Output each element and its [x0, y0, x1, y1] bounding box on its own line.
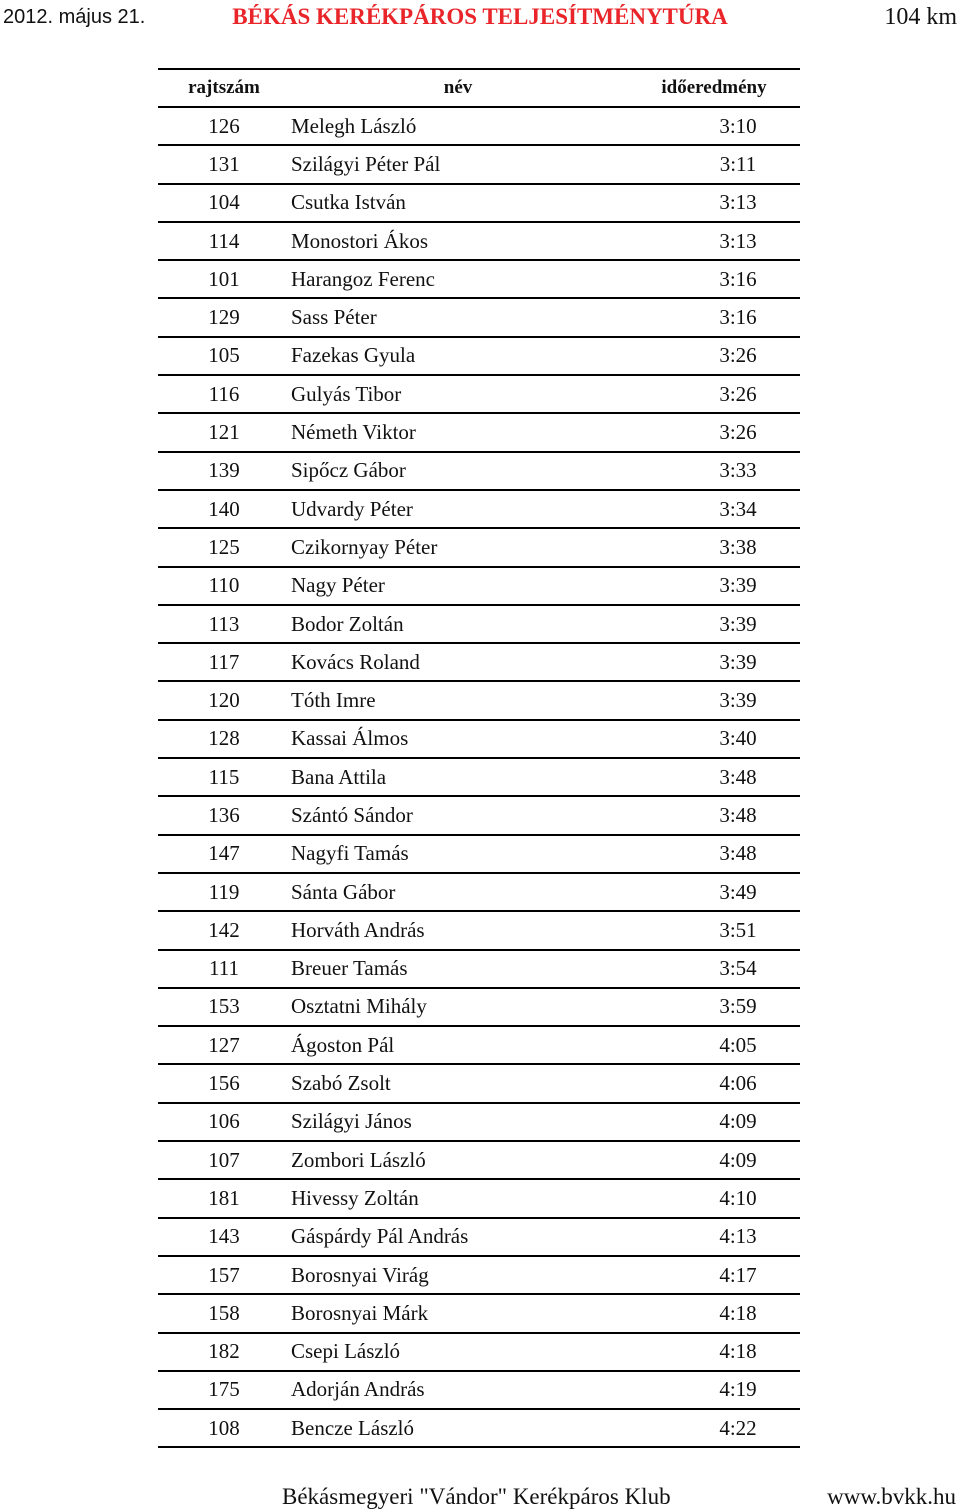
rider-name-cell: Bencze László	[291, 1415, 415, 1440]
rider-name-cell: Gulyás Tibor	[291, 381, 402, 406]
table-row	[158, 1142, 800, 1180]
finish-time-cell: 3:40	[719, 726, 757, 751]
rider-name-cell: Nagyfi Tamás	[291, 841, 409, 866]
finish-time-cell: 4:09	[719, 1147, 757, 1172]
start-number-cell: 143	[208, 1224, 240, 1249]
table-row	[158, 491, 800, 529]
finish-time-cell: 4:22	[719, 1415, 757, 1440]
rider-name-cell: Osztatni Mihály	[291, 994, 427, 1019]
table-row	[158, 1295, 800, 1333]
rider-name-cell: Csutka István	[291, 190, 406, 215]
start-number-cell: 111	[209, 956, 239, 981]
table-row	[158, 299, 800, 337]
start-number-cell: 116	[208, 381, 240, 406]
finish-time-cell: 3:13	[719, 190, 757, 215]
finish-time-cell: 4:09	[719, 1109, 757, 1134]
finish-time-cell: 4:06	[719, 1071, 757, 1096]
finish-time-cell: 3:34	[719, 496, 757, 521]
rider-name-cell: Fazekas Gyula	[291, 343, 416, 368]
event-distance: 104 km	[884, 4, 957, 30]
rider-name-cell: Harangoz Ferenc	[291, 266, 436, 291]
start-number-cell: 158	[208, 1300, 240, 1325]
results-table	[158, 68, 800, 1448]
table-row	[158, 1334, 800, 1372]
start-number-cell: 126	[208, 113, 240, 138]
table-row	[158, 414, 800, 452]
table-row	[158, 989, 800, 1027]
table-body	[158, 108, 800, 1448]
finish-time-cell: 3:49	[719, 879, 757, 904]
start-number-cell: 182	[208, 1339, 240, 1364]
start-number-cell: 157	[208, 1262, 240, 1287]
table-row	[158, 1410, 800, 1448]
finish-time-cell: 4:18	[719, 1300, 757, 1325]
table-row	[158, 606, 800, 644]
finish-time-cell: 3:26	[719, 343, 757, 368]
rider-name-cell: Csepi László	[291, 1339, 401, 1364]
rider-name-cell: Bana Attila	[291, 764, 387, 789]
rider-name-cell: Szántó Sándor	[291, 802, 413, 827]
table-row	[158, 874, 800, 912]
table-row	[158, 223, 800, 261]
table-row	[158, 261, 800, 299]
table-row	[158, 644, 800, 682]
rider-name-cell: Németh Viktor	[291, 420, 416, 445]
rider-name-cell: Szilágyi János	[291, 1109, 412, 1134]
start-number-cell: 128	[208, 726, 240, 751]
table-row	[158, 1027, 800, 1065]
start-number-cell: 108	[208, 1415, 240, 1440]
start-number-cell: 117	[208, 649, 240, 674]
table-row	[158, 185, 800, 223]
finish-time-cell: 3:39	[719, 649, 757, 674]
table-row	[158, 146, 800, 184]
table-header	[158, 70, 800, 108]
table-row	[158, 338, 800, 376]
rider-name-cell: Szilágyi Péter Pál	[291, 151, 441, 176]
finish-time-cell: 3:39	[719, 688, 757, 713]
table-row	[158, 951, 800, 989]
column-header-start-number: rajtszám	[188, 77, 260, 98]
table-row	[158, 1219, 800, 1257]
start-number-cell: 104	[208, 190, 240, 215]
start-number-cell: 127	[208, 1032, 240, 1057]
finish-time-cell: 4:13	[719, 1224, 757, 1249]
table-row	[158, 453, 800, 491]
start-number-cell: 115	[208, 764, 240, 789]
start-number-cell: 114	[208, 228, 240, 253]
finish-time-cell: 3:51	[719, 917, 757, 942]
start-number-cell: 107	[208, 1147, 240, 1172]
finish-time-cell: 4:18	[719, 1339, 757, 1364]
finish-time-cell: 3:33	[719, 458, 757, 483]
rider-name-cell: Tóth Imre	[291, 688, 376, 713]
website-link[interactable]: www.bvkk.hu	[827, 1484, 956, 1509]
rider-name-cell: Nagy Péter	[291, 573, 385, 598]
finish-time-cell: 4:19	[719, 1377, 757, 1402]
table-row	[158, 759, 800, 797]
finish-time-cell: 3:48	[719, 764, 757, 789]
rider-name-cell: Czikornyay Péter	[291, 534, 438, 559]
start-number-cell: 113	[208, 611, 240, 636]
club-name: Békásmegyeri "Vándor" Kerékpáros Klub	[282, 1484, 671, 1509]
start-number-cell: 136	[208, 802, 240, 827]
rider-name-cell: Sass Péter	[291, 305, 377, 330]
start-number-cell: 153	[208, 994, 240, 1019]
finish-time-cell: 3:39	[719, 573, 757, 598]
rider-name-cell: Sánta Gábor	[291, 879, 396, 904]
table-row	[158, 836, 800, 874]
finish-time-cell: 4:05	[719, 1032, 757, 1057]
table-row	[158, 1065, 800, 1103]
column-header-time: időeredmény	[661, 77, 767, 98]
rider-name-cell: Gáspárdy Pál András	[291, 1224, 469, 1249]
table-row	[158, 721, 800, 759]
table-row	[158, 1180, 800, 1218]
finish-time-cell: 3:39	[719, 611, 757, 636]
rider-name-cell: Sipőcz Gábor	[291, 458, 406, 483]
rider-name-cell: Kovács Roland	[291, 649, 420, 674]
start-number-cell: 121	[208, 420, 240, 445]
rider-name-cell: Kassai Álmos	[291, 726, 409, 751]
start-number-cell: 101	[208, 266, 240, 291]
start-number-cell: 140	[208, 496, 240, 521]
rider-name-cell: Horváth András	[291, 917, 425, 942]
finish-time-cell: 3:59	[719, 994, 757, 1019]
start-number-cell: 147	[208, 841, 240, 866]
table-row	[158, 108, 800, 146]
rider-name-cell: Udvardy Péter	[291, 496, 413, 521]
finish-time-cell: 4:10	[719, 1185, 757, 1210]
rider-name-cell: Breuer Tamás	[291, 956, 408, 981]
finish-time-cell: 3:13	[719, 228, 757, 253]
table-row	[158, 376, 800, 414]
start-number-cell: 156	[208, 1071, 240, 1096]
finish-time-cell: 3:38	[719, 534, 757, 559]
finish-time-cell: 3:16	[719, 266, 757, 291]
rider-name-cell: Zombori László	[291, 1147, 426, 1172]
rider-name-cell: Borosnyai Virág	[291, 1262, 429, 1287]
finish-time-cell: 3:16	[719, 305, 757, 330]
rider-name-cell: Adorján András	[291, 1377, 425, 1402]
start-number-cell: 181	[208, 1185, 240, 1210]
rider-name-cell: Bodor Zoltán	[291, 611, 404, 636]
finish-time-cell: 4:17	[719, 1262, 757, 1287]
start-number-cell: 142	[208, 917, 240, 942]
table-row	[158, 682, 800, 720]
start-number-cell: 106	[208, 1109, 240, 1134]
finish-time-cell: 3:48	[719, 802, 757, 827]
rider-name-cell: Borosnyai Márk	[291, 1300, 429, 1325]
finish-time-cell: 3:10	[719, 113, 757, 138]
start-number-cell: 119	[208, 879, 240, 904]
start-number-cell: 131	[208, 151, 240, 176]
rider-name-cell: Ágoston Pál	[291, 1032, 395, 1057]
start-number-cell: 110	[208, 573, 240, 598]
table-row	[158, 568, 800, 606]
table-row	[158, 1372, 800, 1410]
start-number-cell: 105	[208, 343, 240, 368]
column-header-name: név	[443, 77, 473, 98]
rider-name-cell: Monostori Ákos	[291, 228, 429, 253]
start-number-cell: 139	[208, 458, 240, 483]
table-row	[158, 797, 800, 835]
table-row	[158, 912, 800, 950]
rider-name-cell: Hivessy Zoltán	[291, 1185, 419, 1210]
finish-time-cell: 3:26	[719, 420, 757, 445]
start-number-cell: 125	[208, 534, 240, 559]
start-number-cell: 129	[208, 305, 240, 330]
table-row	[158, 529, 800, 567]
event-date: 2012. május 21.	[3, 6, 146, 28]
start-number-cell: 120	[208, 688, 240, 713]
finish-time-cell: 3:11	[719, 151, 757, 176]
table-row	[158, 1104, 800, 1142]
event-title: BÉKÁS KERÉKPÁROS TELJESÍTMÉNYTÚRA	[232, 4, 728, 29]
finish-time-cell: 3:26	[719, 381, 757, 406]
start-number-cell: 175	[208, 1377, 240, 1402]
table-row	[158, 1257, 800, 1295]
finish-time-cell: 3:54	[719, 956, 757, 981]
rider-name-cell: Szabó Zsolt	[291, 1071, 391, 1096]
rider-name-cell: Melegh László	[291, 113, 417, 138]
finish-time-cell: 3:48	[719, 841, 757, 866]
